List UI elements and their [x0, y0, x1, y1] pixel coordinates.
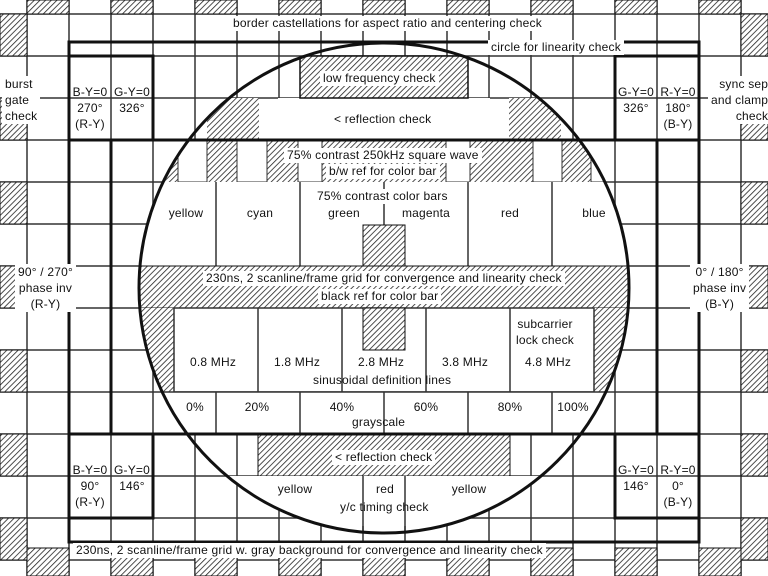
bar-red: red [501, 206, 519, 220]
color-bars-title: 75% contrast color bars [314, 189, 451, 204]
sinusoidal-label: sinusoidal definition lines [313, 373, 452, 387]
box-line: 270° [77, 101, 103, 115]
phase-left-line1: 90° / 270° [18, 265, 73, 279]
box-line: B-Y=0 [72, 463, 108, 477]
grayscale-label: grayscale [352, 415, 406, 429]
gray-20: 20% [244, 400, 270, 414]
box-line: 146° [119, 479, 145, 493]
castellations-label: border castellations for aspect ratio and centering check [230, 16, 545, 31]
phase-box-br-b [658, 462, 698, 510]
freq-0-8: 0.8 MHz [189, 355, 237, 369]
phase-inv-left [15, 264, 76, 312]
black-ref-label: black ref for color bar [318, 289, 441, 304]
phase-box-tr-b [658, 84, 698, 132]
gray-100: 100% [557, 400, 589, 414]
box-line: 146° [623, 479, 649, 493]
bw-ref-label: b/w ref for color bar [326, 164, 440, 179]
lock-check-label: lock check [515, 333, 575, 347]
box-line: (R-Y) [75, 495, 105, 509]
burst-text: burst [5, 77, 33, 91]
box-line: R-Y=0 [660, 85, 696, 99]
phase-right-line2: phase inv [693, 281, 747, 295]
freq-4-8: 4.8 MHz [524, 355, 572, 369]
phase-box-tl-a [70, 84, 110, 132]
yc-timing-label: y/c timing check [340, 500, 429, 514]
phase-right-line1: 0° / 180° [695, 265, 744, 279]
square-wave-label: 75% contrast 250kHz square wave [284, 148, 482, 163]
box-line: (B-Y) [663, 117, 693, 131]
box-line: 0° [672, 479, 684, 493]
subcarrier-label: subcarrier [517, 317, 573, 331]
reflection-check-bottom: < reflection check [332, 450, 435, 465]
check-text: check [5, 109, 38, 123]
check-text-right: check [735, 109, 768, 123]
bar-green: green [328, 206, 360, 220]
box-line: 90° [80, 479, 100, 493]
grid-convergence-label: 230ns, 2 scanline/frame grid for convergence and linearity check [203, 271, 565, 286]
burst-gate-label [2, 76, 40, 124]
freq-1-8: 1.8 MHz [273, 355, 321, 369]
freq-2-8: 2.8 MHz [357, 355, 405, 369]
box-line: 326° [119, 101, 145, 115]
gray-60: 60% [413, 400, 439, 414]
box-line: 326° [623, 101, 649, 115]
box-line: B-Y=0 [72, 85, 108, 99]
phase-box-br-a [616, 462, 656, 494]
yc-red: red [376, 482, 394, 496]
bar-blue: blue [582, 206, 606, 220]
gate-text: gate [5, 93, 30, 107]
and-clamp-text: and clamp [711, 93, 768, 107]
circle-linearity-label: circle for linearity check [488, 40, 624, 55]
bar-cyan: cyan [246, 206, 274, 220]
sync-sep-text: sync sep [719, 77, 768, 91]
phase-box-bl-b [112, 462, 152, 494]
box-line: G-Y=0 [113, 463, 150, 477]
phase-left-line2: phase inv [18, 281, 73, 295]
phase-box-tl-b [112, 84, 152, 116]
bar-yellow: yellow [168, 206, 204, 220]
box-line: 180° [665, 101, 691, 115]
box-line: G-Y=0 [113, 85, 150, 99]
reflection-check-top: < reflection check [334, 112, 432, 126]
phase-left-line3: (R-Y) [30, 297, 61, 311]
phase-inv-right [690, 264, 749, 312]
gray-0: 0% [186, 400, 204, 414]
yc-yellow-right: yellow [451, 482, 487, 496]
phase-right-line3: (B-Y) [705, 297, 735, 311]
yc-yellow-left: yellow [277, 482, 313, 496]
bottom-grid-label: 230ns, 2 scanline/frame grid w. gray background for convergence and linearity check [73, 543, 546, 558]
gray-40: 40% [329, 400, 355, 414]
phase-box-tr-a [616, 84, 656, 116]
box-line: R-Y=0 [660, 463, 696, 477]
box-line: G-Y=0 [617, 85, 654, 99]
freq-3-8: 3.8 MHz [441, 355, 489, 369]
gray-80: 80% [497, 400, 523, 414]
bar-magenta: magenta [401, 206, 451, 220]
sync-sep-label [708, 76, 768, 124]
low-frequency-label: low frequency check [320, 71, 439, 86]
box-line: G-Y=0 [617, 463, 654, 477]
box-line: (B-Y) [663, 495, 693, 509]
box-line: (R-Y) [75, 117, 105, 131]
phase-box-bl-a [70, 462, 110, 510]
